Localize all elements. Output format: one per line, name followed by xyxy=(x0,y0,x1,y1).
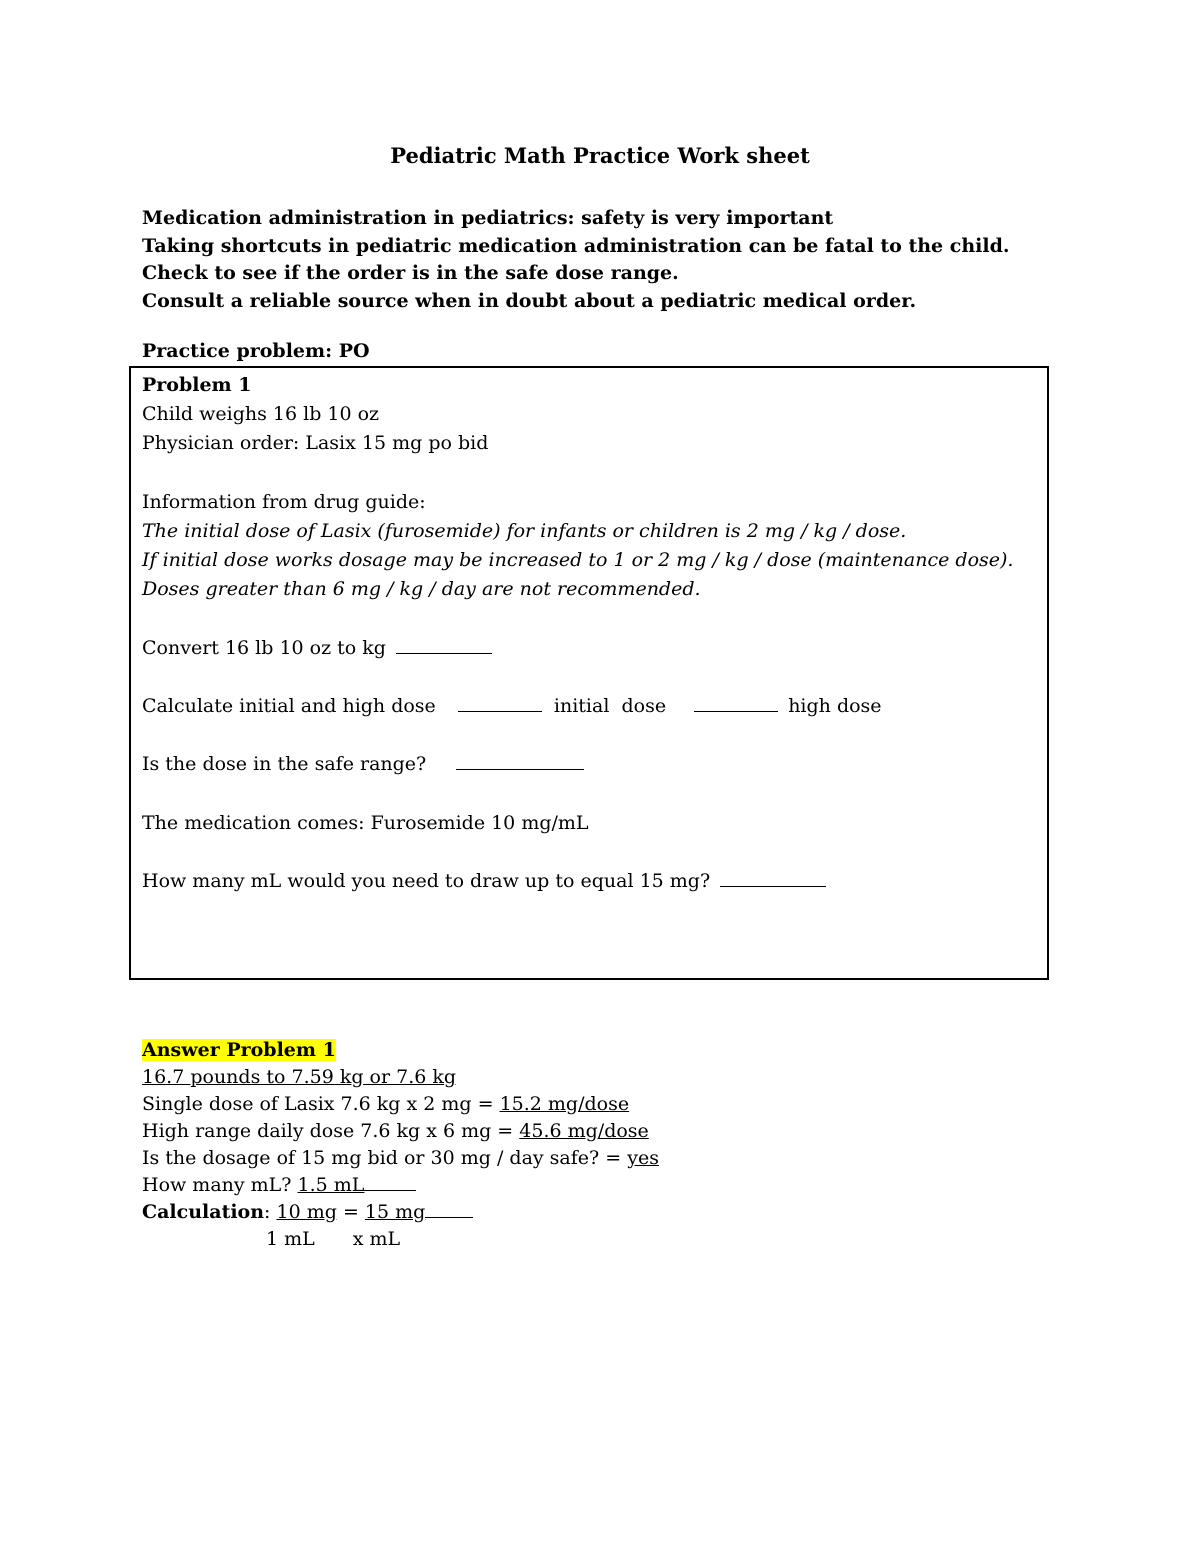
initial-dose-label: initial dose xyxy=(553,695,667,718)
convert-question-text: Convert 16 lb 10 oz to kg xyxy=(142,636,386,659)
answer-line-ml xyxy=(142,1172,1042,1199)
calculation-denominator-2: x mL xyxy=(352,1228,401,1250)
answer-calculation-denominators xyxy=(142,1226,1042,1253)
answer-single-dose-text: Single dose of Lasix 7.6 kg x 2 mg = xyxy=(142,1093,500,1115)
ml-question xyxy=(142,867,1042,896)
calculation-label: Calculation xyxy=(142,1201,265,1223)
answer-calculation xyxy=(142,1199,1042,1226)
answer-heading: Answer Problem 1 xyxy=(142,1039,336,1061)
answer-high-dose-value: 45.6 mg/dose xyxy=(519,1120,649,1142)
calc-question-text: Calculate initial and high dose xyxy=(142,695,436,718)
intro-section xyxy=(142,205,1102,315)
calculation-equals: = xyxy=(336,1201,365,1223)
answer-line-single-dose xyxy=(142,1091,1042,1118)
answer-safe-value: yes xyxy=(627,1147,659,1169)
intro-line: Medication administration in pediatrics: safety is very important xyxy=(142,207,834,229)
answer-single-dose-value: 15.2 mg/dose xyxy=(499,1093,630,1115)
child-weight: Child weighs 16 lb 10 oz xyxy=(142,403,380,426)
practice-problem-label: Practice problem: PO xyxy=(142,340,370,362)
answer-line-high-dose xyxy=(142,1118,1042,1145)
intro-line: Taking shortcuts in pediatric medication administration can be fatal to the child. xyxy=(142,234,1010,257)
answer-safe-text: Is the dosage of 15 mg bid or 30 mg / day safe? = xyxy=(142,1147,628,1169)
safe-range-question xyxy=(142,750,1042,779)
problem-box xyxy=(129,366,1049,980)
ml-answer-blank[interactable] xyxy=(720,868,826,887)
convert-question xyxy=(142,634,1042,663)
answer-ml-value: 1.5 mL xyxy=(297,1174,365,1196)
calculation-colon: : xyxy=(264,1201,277,1223)
answer-line-weight: 16.7 pounds to 7.59 kg or 7.6 kg xyxy=(142,1066,457,1088)
convert-answer-blank[interactable] xyxy=(396,635,492,654)
high-dose-blank[interactable] xyxy=(694,693,778,712)
answer-ml-text: How many mL? xyxy=(142,1174,298,1196)
safe-range-text: Is the dose in the safe range? xyxy=(142,753,427,776)
intro-line: Consult a reliable source when in doubt about a pediatric medical order. xyxy=(142,289,917,312)
physician-order: Physician order: Lasix 15 mg po bid xyxy=(142,432,489,455)
calculation-numerator-1: 10 mg xyxy=(276,1201,337,1223)
answer-high-dose-text: High range daily dose 7.6 kg x 6 mg = xyxy=(142,1120,520,1142)
intro-line: Check to see if the order is in the safe dose range. xyxy=(142,262,679,284)
drug-guide-label: Information from drug guide: xyxy=(142,490,426,513)
drug-guide-line: If initial dose works dosage may be increased to 1 or 2 mg / kg / dose (maintenance dose). xyxy=(142,549,1014,572)
answer-ml-underline xyxy=(364,1174,416,1191)
ml-question-text: How many mL would you need to draw up to equal 15 mg? xyxy=(142,870,711,893)
problem-heading: Problem 1 xyxy=(142,374,252,396)
drug-guide-line: The initial dose of Lasix (furosemide) for infants or children is 2 mg / kg / dose. xyxy=(142,519,907,542)
page-title: Pediatric Math Practice Work sheet xyxy=(390,143,810,168)
calculation-underline xyxy=(425,1201,473,1218)
calculation-numerator-2: 15 mg xyxy=(364,1201,426,1223)
medication-comes: The medication comes: Furosemide 10 mg/mL xyxy=(142,811,589,834)
initial-dose-blank[interactable] xyxy=(458,693,542,712)
drug-guide-line: Doses greater than 6 mg / kg / day are not recommended. xyxy=(142,578,701,601)
calculation-denominator-1: 1 mL xyxy=(266,1228,315,1250)
high-dose-label: high dose xyxy=(788,695,882,718)
safe-range-blank[interactable] xyxy=(456,751,584,770)
answer-section xyxy=(142,1037,1042,1253)
answer-line-safe xyxy=(142,1145,1042,1172)
calc-question xyxy=(142,692,1042,721)
